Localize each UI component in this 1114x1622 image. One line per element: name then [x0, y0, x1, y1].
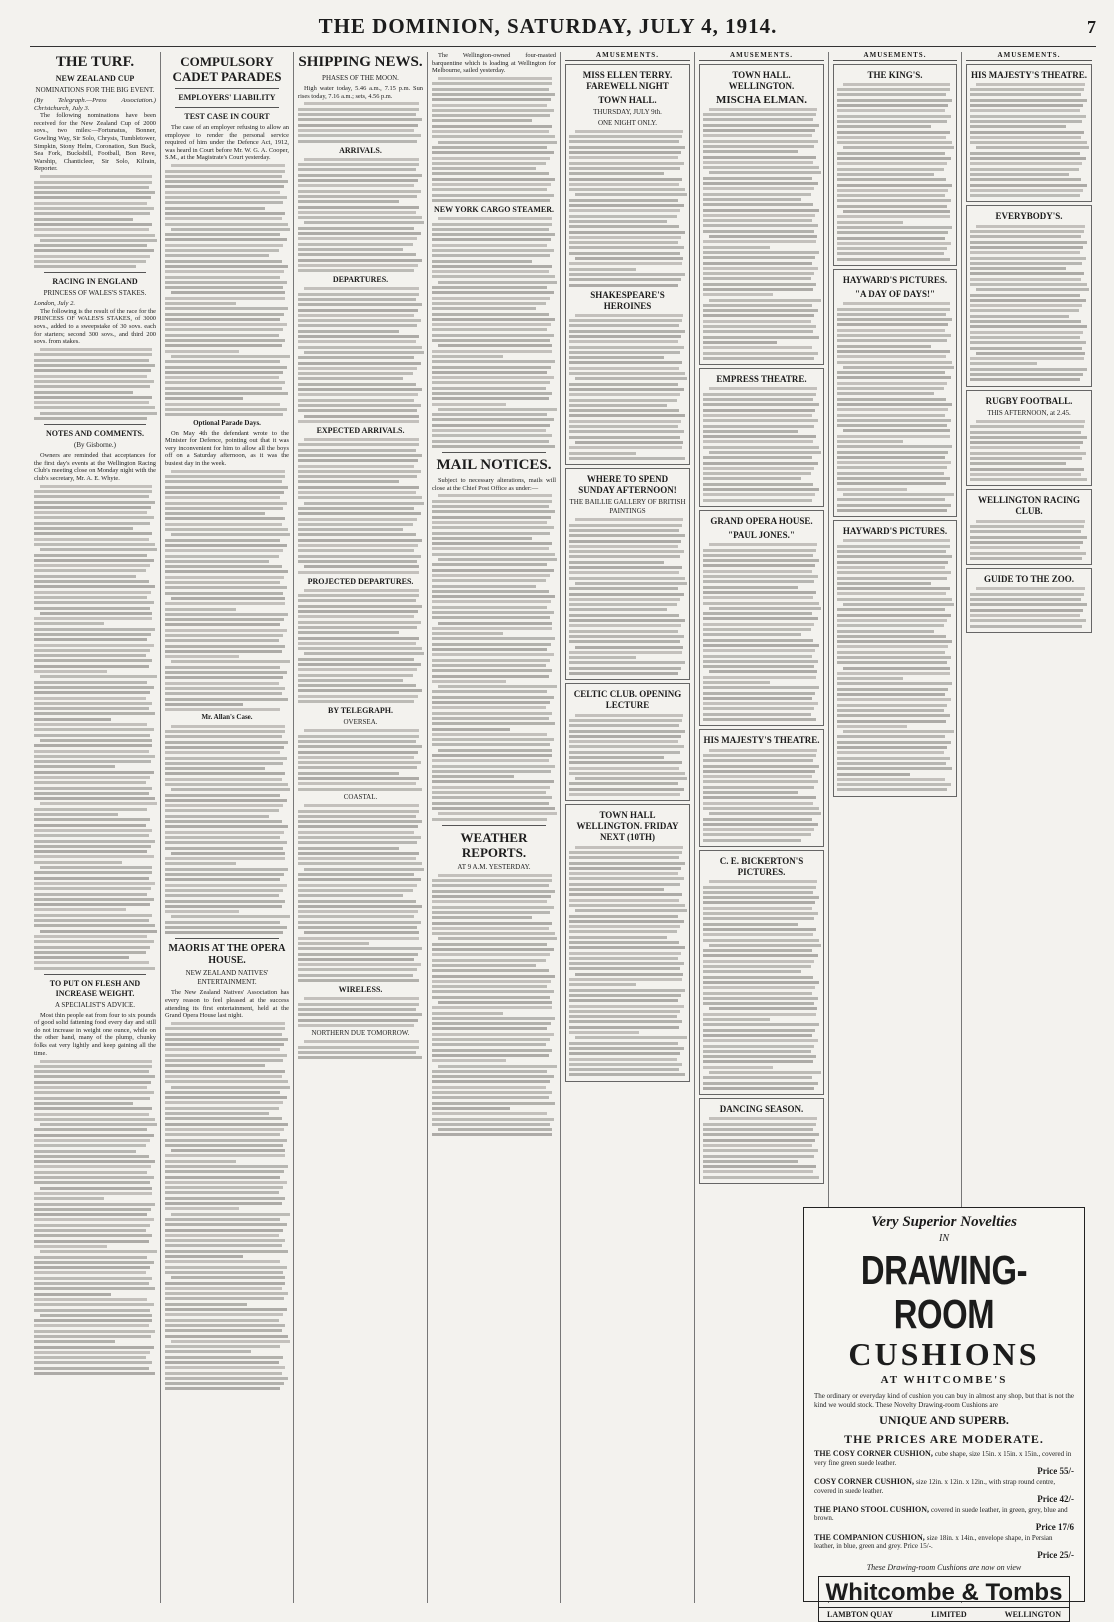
- ad-venue: TOWN HALL.: [598, 94, 657, 105]
- article-body: [165, 1022, 289, 1390]
- article-text: On May 4th the defendant wrote to the Minister for Defence, pointing out that it was very inconvenient for him to allow all the boys off on a Saturday afternoon, as it was the busiest day in the week.: [165, 429, 289, 467]
- article-body: [298, 287, 423, 422]
- ad-note: These Drawing-room Cushions are now on view: [866, 1563, 1022, 1573]
- subheadline: PHASES OF THE MOON.: [322, 74, 399, 82]
- address-street: LAMBTON QUAY: [827, 1610, 894, 1620]
- ad-item-price: Price 17/6: [1035, 1521, 1074, 1532]
- ad-body: [569, 714, 686, 796]
- ad-item-price: Price 25/-: [1037, 1549, 1074, 1560]
- masthead-title: THE DOMINION, SATURDAY, JULY 4, 1914.: [318, 14, 778, 38]
- ad-body: [703, 543, 820, 721]
- divider: [44, 424, 146, 425]
- subheadline: WIRELESS.: [338, 985, 383, 995]
- ad-title: TOWN HALL WELLINGTON. FRIDAY NEXT (10TH): [576, 810, 679, 843]
- advertisement: [699, 729, 824, 847]
- subheadline: PROJECTED DEPARTURES.: [307, 576, 414, 586]
- headline: RACING IN ENGLAND: [52, 277, 138, 287]
- article-text: The Wellington-owned four-masted barquentine which is loading at Wellington for Melbourne, sailed yesterday.: [432, 52, 556, 75]
- ad-title: RUGBY FOOTBALL.: [985, 395, 1073, 406]
- advertisement: [833, 520, 957, 797]
- advertisement: [699, 1098, 824, 1184]
- ad-item-name: THE COSY CORNER CUSHION,: [814, 1449, 935, 1459]
- subheadline: NEW ZEALAND NATIVES' ENTERTAINMENT.: [185, 969, 269, 987]
- article-body: [165, 164, 289, 416]
- ad-body: [703, 749, 820, 842]
- dateline: (By Telegraph.—Press Association.) Christchurch, July 3.: [34, 97, 156, 112]
- column-mail: [427, 52, 560, 1603]
- ad-line: Very Superior Novelties: [871, 1214, 1017, 1230]
- article-body: [432, 217, 556, 448]
- ad-title: GRAND OPERA HOUSE.: [710, 515, 813, 526]
- ad-body: [837, 302, 953, 512]
- ad-item-price: Price 55/-: [1037, 1466, 1074, 1477]
- subheadline: EXPECTED ARRIVALS.: [316, 425, 405, 435]
- headline: NEW ZEALAND CUP: [55, 74, 135, 83]
- column-cadets: [160, 52, 293, 1603]
- ad-item-desc: cube shape, size 15in. x 15in. x 15in., covered in very fine green suede leather.: [814, 1450, 1072, 1467]
- divider: [175, 107, 279, 108]
- divider: [442, 452, 546, 453]
- ad-line: IN: [939, 1233, 949, 1244]
- section-title: SHIPPING NEWS.: [298, 54, 423, 70]
- ad-body: [970, 520, 1088, 560]
- masthead: [30, 14, 1096, 47]
- ad-item: [814, 1534, 1074, 1560]
- article-text: Owners are reminded that acceptances for the first day's events at the Wellington Racing Club's meeting close on Monday night with the club's secretary, Mr. A. E. Whyte.: [34, 452, 156, 482]
- advertisement: [565, 804, 690, 1081]
- section-title: MAIL NOTICES.: [436, 456, 552, 473]
- subheadline: BY TELEGRAPH.: [328, 706, 393, 716]
- cushion-advertisement: [803, 1207, 1085, 1620]
- ad-heading: SHAKESPEARE'S HEROINES: [590, 289, 665, 311]
- ad-item-name: COSY CORNER CUSHION,: [814, 1476, 916, 1486]
- amusements-header: AMUSEMENTS.: [565, 52, 690, 61]
- ad-title: C. E. BICKERTON'S PICTURES.: [719, 856, 804, 877]
- ad-title: DANCING SEASON.: [719, 1104, 804, 1115]
- ad-headline: CUSHIONS: [848, 1336, 1040, 1372]
- ad-highlight: UNIQUE AND SUPERB.: [879, 1413, 1009, 1428]
- ad-performer: MISCHA ELMAN.: [715, 93, 808, 106]
- subheadline: Mr. Allan's Case.: [201, 713, 253, 722]
- article-body: [165, 725, 289, 935]
- ad-subtitle: THE BAILLIE GALLERY OF BRITISH PAINTINGS: [569, 498, 686, 516]
- ad-line: AT WHITCOMBE'S: [880, 1374, 1008, 1386]
- ad-body: [569, 130, 686, 287]
- ad-title: EMPRESS THEATRE.: [716, 374, 807, 385]
- ad-title: EVERYBODY'S.: [995, 211, 1063, 222]
- ad-note: ONE NIGHT ONLY.: [597, 118, 658, 127]
- article-body: [432, 494, 556, 820]
- ad-item-list: [814, 1450, 1074, 1559]
- amusements-header: AMUSEMENTS.: [966, 52, 1092, 61]
- advertisement: [966, 205, 1092, 386]
- advertisement: [966, 568, 1092, 633]
- subheadline: COASTAL.: [343, 792, 378, 801]
- advertisement: [966, 64, 1092, 203]
- article-body: [298, 1040, 423, 1059]
- ad-body: [703, 1117, 820, 1178]
- subheadline: PRINCESS OF WALES'S STAKES.: [43, 289, 147, 298]
- article-body: [34, 485, 156, 970]
- article-body: [298, 438, 423, 573]
- divider: [175, 88, 279, 89]
- ad-intro: The ordinary or everyday kind of cushion you can buy in almost any shop, but that is not the kind we would stock. These Novelty Drawing-room Cushions are: [814, 1392, 1074, 1409]
- ad-item-name: THE COMPANION CUSHION,: [814, 1532, 927, 1542]
- article-text: The following nominations have been received for the New Zealand Cup of 2000 sovs., two miles:—Fortunatus, Bonner, Gowling Way, Sir Solo, Chrysis, Tumbletower, Simpkin, Stony Helm, Coronation, Sun Buck, Sea Fork, Bucksbill, Football, Bon Reve, Warship, Chanticleer, Sir Solo, Kilrain, Reporter.: [34, 112, 156, 173]
- page-number: 7: [1087, 17, 1096, 37]
- article-text: The case of an employer refusing to allow an employee to render the personal service required of him under the Defence Act, 1912, was heard in Court before Mr. W. G. A. Cooper, S.M., at the Magistrate's Court yesterday.: [165, 124, 289, 162]
- ad-show: "PAUL JONES.": [728, 529, 795, 540]
- advertisement: [699, 510, 824, 726]
- advertisement: [565, 468, 690, 680]
- advertisement: [565, 64, 690, 466]
- ad-title: HAYWARD'S PICTURES.: [842, 274, 948, 285]
- article-body: [165, 470, 289, 711]
- section-title: WEATHER REPORTS.: [460, 829, 528, 860]
- ad-body: [703, 387, 820, 501]
- address-city: WELLINGTON: [1004, 1610, 1061, 1620]
- divider: [44, 272, 146, 273]
- ad-body: [837, 539, 953, 791]
- article-text: Subject to necessary alterations, mails will close at the Chief Post Office as under:—: [432, 476, 556, 492]
- byline: (By Gisborne.): [74, 441, 116, 449]
- advertisement: [565, 683, 690, 801]
- ad-body: [837, 83, 953, 261]
- advertisement: [966, 489, 1092, 565]
- article-body: [34, 1060, 156, 1376]
- ad-item: [814, 1478, 1074, 1504]
- ad-body: [970, 225, 1088, 382]
- ad-item-price: Price 42/-: [1037, 1494, 1074, 1505]
- advertisement: [699, 368, 824, 507]
- column-turf: [30, 52, 160, 1603]
- headline: TO PUT ON FLESH AND INCREASE WEIGHT.: [49, 978, 141, 998]
- article-body: [298, 102, 423, 142]
- divider: [175, 938, 279, 939]
- advertisement: [966, 390, 1092, 487]
- ad-title: HIS MAJESTY'S THEATRE.: [703, 735, 820, 746]
- firm-address: [818, 1608, 1070, 1622]
- column-shipping: [293, 52, 427, 1603]
- ad-item-desc: covered in suede leather, in green, grey, blue and brown.: [814, 1505, 1068, 1523]
- ad-title: TOWN HALL. WELLINGTON.: [728, 69, 795, 91]
- ad-date: THURSDAY, JULY 9th.: [593, 107, 662, 116]
- ad-title: WELLINGTON RACING CLUB.: [977, 495, 1081, 517]
- article-text: Most thin people eat from four to six pounds of good solid fattening food every day and still do not increase in weight one ounce, while on the other hand, many of the plump, chunky folks eat very lightly and keep gaining all the time.: [34, 1011, 156, 1057]
- ad-title: THE KING'S.: [867, 69, 923, 80]
- ad-feature: "A DAY OF DAYS!": [855, 288, 935, 299]
- amusements-header: AMUSEMENTS.: [833, 52, 957, 61]
- article-body: [298, 804, 423, 982]
- article-body: [298, 158, 423, 272]
- article-text: The following is the result of the race for the PRINCESS OF WALES'S STAKES, of 3000 sovs., added to a sweepstake of 30 sovs. each for starters; second 300 sovs., and third 200 sovs. from stakes.: [34, 307, 156, 346]
- article-body: [298, 997, 423, 1026]
- article-body: [34, 175, 156, 268]
- ad-body: [970, 83, 1088, 197]
- advertisement: [833, 269, 957, 517]
- subheadline: NORTHERN DUE TOMORROW.: [311, 1029, 410, 1038]
- article-body: [432, 77, 556, 202]
- ad-item-name: THE PIANO STOOL CUSHION,: [814, 1504, 931, 1514]
- ad-item: [814, 1450, 1074, 1476]
- address-limited: LIMITED: [931, 1610, 967, 1620]
- ad-title: HIS MAJESTY'S THEATRE.: [971, 69, 1087, 80]
- subheadline: DEPARTURES.: [332, 275, 389, 285]
- section-title: COMPULSORY CADET PARADES: [172, 54, 282, 84]
- ad-item-desc: size 12in. x 12in. x 12in., with strap round centre, covered in suede leather.: [814, 1477, 1056, 1495]
- ad-title: GUIDE TO THE ZOO.: [983, 574, 1075, 585]
- ad-body: [569, 518, 686, 675]
- subheadline: AT 9 A.M. YESTERDAY.: [457, 862, 531, 871]
- advertisement: [699, 850, 824, 1095]
- amusements-header: AMUSEMENTS.: [699, 52, 824, 61]
- ad-subtitle: THIS AFTERNOON, at 2.45.: [987, 408, 1071, 417]
- article-text: The New Zealand Natives' Association has every reason to feel pleased at the success attending its first entertainment, held at the Grand Opera House last night.: [165, 989, 289, 1020]
- dateline: London, July 2.: [34, 300, 76, 308]
- divider: [44, 974, 146, 975]
- ad-title: MISS ELLEN TERRY. FAREWELL NIGHT: [582, 69, 673, 91]
- article-body: [298, 589, 423, 703]
- tide-text: High water today, 5.46 a.m., 7.15 p.m. Sun rises today, 7.16 a.m.; sets, 4.56 p.m.: [298, 85, 423, 100]
- subheadline: OVERSEA.: [343, 718, 378, 727]
- subheadline: Optional Parade Days.: [193, 418, 261, 427]
- headline: NOTES AND COMMENTS.: [45, 429, 144, 438]
- advertisement: [699, 64, 824, 366]
- headline: MAORIS AT THE OPERA HOUSE.: [168, 943, 286, 967]
- ad-body: [970, 420, 1088, 481]
- subheadline: ARRIVALS.: [339, 145, 382, 155]
- article-body: [298, 729, 423, 790]
- ad-title: CELTIC CLUB. OPENING LECTURE: [573, 689, 682, 711]
- subheadline: TEST CASE IN COURT: [184, 112, 270, 121]
- column-amusements-1: [560, 52, 694, 1603]
- article-body: [432, 874, 556, 1137]
- ad-item: [814, 1506, 1074, 1532]
- subheadline: A SPECIALIST'S ADVICE.: [54, 1000, 136, 1009]
- ad-item-desc: size 18in. x 14in., envelope shape, in Persian leather, in blue, green and grey. Price 15/-.: [814, 1533, 1053, 1551]
- ad-body: [970, 587, 1088, 627]
- ad-body: [569, 314, 686, 460]
- subheadline: NOMINATIONS FOR THE BIG EVENT.: [35, 86, 155, 94]
- ad-title: WHERE TO SPEND SUNDAY AFTERNOON!: [578, 474, 677, 496]
- advertisement: [833, 64, 957, 266]
- ad-title: HAYWARD'S PICTURES.: [842, 526, 948, 537]
- article-body: [34, 348, 156, 420]
- ad-body: [703, 880, 820, 1090]
- ad-body: [569, 846, 686, 1077]
- ad-headline: DRAWING-ROOM: [860, 1247, 1028, 1337]
- divider: [442, 825, 546, 826]
- subheadline: EMPLOYERS' LIABILITY: [178, 93, 276, 102]
- ad-body: [703, 108, 820, 360]
- firm-name: Whitcombe & Tombs: [818, 1576, 1070, 1608]
- ad-highlight: THE PRICES ARE MODERATE.: [844, 1432, 1044, 1447]
- subheadline: NEW YORK CARGO STEAMER.: [433, 204, 554, 214]
- section-title: THE TURF.: [55, 54, 135, 70]
